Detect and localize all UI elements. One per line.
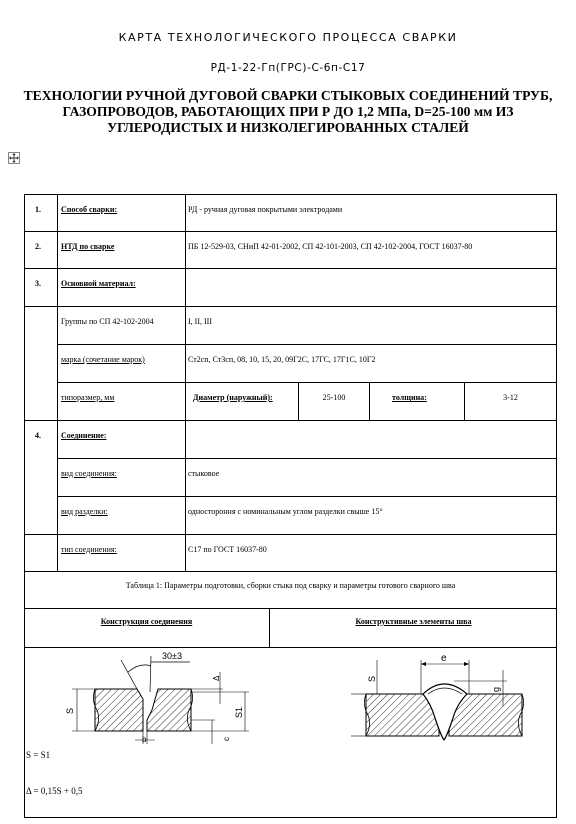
ntd-label: НТД по сварке xyxy=(61,242,115,251)
weld-width-e-label: e xyxy=(441,653,447,664)
welding-method-label: Способ сварки: xyxy=(61,205,118,214)
welding-process-table xyxy=(24,194,557,818)
row-number: 2. xyxy=(35,242,41,251)
welding-method-value: РД - ручная дуговая покрытыми электродами xyxy=(188,205,343,214)
thickness-label: толщина: xyxy=(392,393,427,402)
diameter-label: Диаметр (наружный): xyxy=(193,393,273,402)
base-material-label: Основной материал: xyxy=(61,279,136,288)
gap-b-label: b xyxy=(142,735,147,744)
row-number: 3. xyxy=(35,279,41,288)
groove-kind-label: вид разделки: xyxy=(61,507,108,516)
steel-grade-value: Ст2сп, Ст3сп, 08, 10, 15, 20, 09Г2С, 17ГС, 17Г1С, 10Г2 xyxy=(188,355,376,364)
diameter-value: 25-100 xyxy=(322,393,346,402)
groups-label: Группы по СП 42-102-2004 xyxy=(61,317,154,326)
thickness-s-label: S xyxy=(65,707,75,714)
bevel-angle-label: 30±3 xyxy=(162,651,182,661)
weld-elements-drawing xyxy=(271,648,556,816)
size-label: типоразмер, мм xyxy=(61,393,115,402)
document-title: КАРТА ТЕХНОЛОГИЧЕСКОГО ПРОЦЕССА СВАРКИ xyxy=(118,31,458,44)
offset-delta-label: Δ xyxy=(212,675,221,681)
thickness-s1-label: S1 xyxy=(234,706,244,718)
formula-s-equals-s1: S = S1 xyxy=(26,750,51,760)
thickness-s-label: S xyxy=(367,675,377,682)
construction-header: Конструкция соединения xyxy=(100,617,193,626)
joint-construction-drawing xyxy=(25,648,269,816)
joint-kind-value: стыковое xyxy=(188,469,220,478)
row-number: 4. xyxy=(35,431,41,440)
groups-value: I, II, III xyxy=(188,317,212,326)
formula-delta: Δ = 0,15S + 0,5 xyxy=(26,786,83,796)
groove-kind-value: одностороння с номинальным углом разделки свыше 15° xyxy=(188,507,383,516)
joint-label: Соединение: xyxy=(61,431,107,440)
reinforcement-g-label: g xyxy=(491,686,501,692)
elements-header: Конструктивные элементы шва xyxy=(355,617,472,626)
ntd-value: ПБ 12-529-03, СНиП 42-01-2002, СП 42-101-2003, СП 42-102-2004, ГОСТ 16037-80 xyxy=(188,242,473,251)
joint-type-label: тип соединения: xyxy=(61,545,117,554)
thickness-value: 3-12 xyxy=(503,393,518,402)
steel-grade-label: марка (сочетание марок) xyxy=(61,355,145,364)
table1-caption: Таблица 1: Параметры подготовки, сборки стыка под сварку и параметры готового сварного шва xyxy=(125,581,456,590)
joint-kind-label: вид соединения: xyxy=(61,469,117,478)
root-face-c-label: c xyxy=(222,737,231,741)
table-move-handle-icon[interactable] xyxy=(8,152,20,164)
joint-type-value: С17 по ГОСТ 16037-80 xyxy=(188,545,267,554)
document-code: РД-1-22-Гп(ГРС)-С-6п-С17 xyxy=(210,62,366,74)
document-subject: ТЕХНОЛОГИИ РУЧНОЙ ДУГОВОЙ СВАРКИ СТЫКОВЫХ СОЕДИНЕНИЙ ТРУБ, ГАЗОПРОВОДОВ, РАБОТАЮЩИХ ПРИ Р ДО 1,2 МПа, D=25-100 мм ИЗ УГЛЕРОДИСТЫХ И НИЗКОЛЕГИРОВАННЫХ СТАЛЕЙ xyxy=(23,88,553,135)
row-number: 1. xyxy=(35,205,41,214)
